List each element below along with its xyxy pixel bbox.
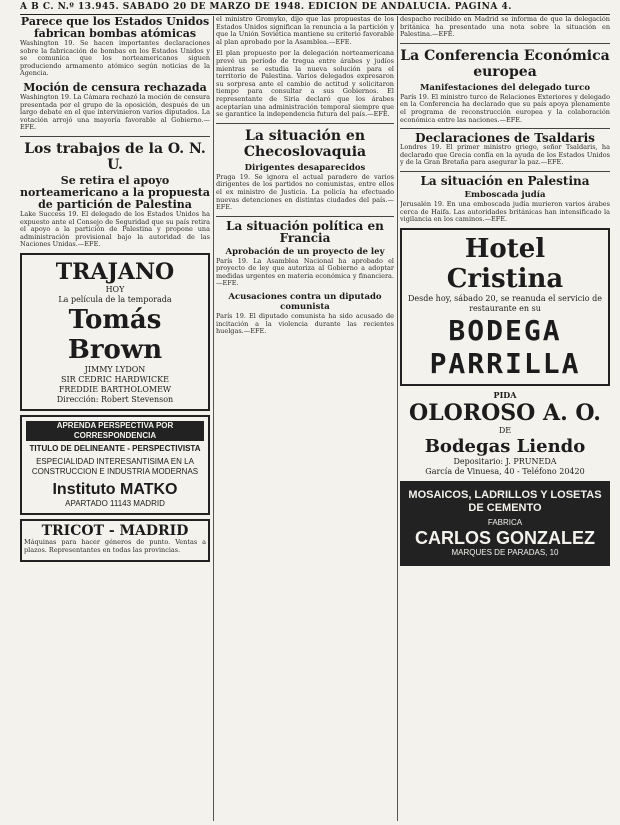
ad-line: ESPECIALIDAD INTERESANTISIMA EN LA CONSTRUCCION E INDUSTRIA MODERNAS xyxy=(31,456,199,476)
depositario: Depositario: J. PRUNEDA xyxy=(453,456,557,466)
ad-line: TITULO DE DELINEANTE - PERSPECTIVISTA xyxy=(29,443,201,453)
film-title: Tomás Brown xyxy=(67,304,163,365)
ad-brand: Instituto MATKO xyxy=(52,480,178,498)
ad-de: DE xyxy=(498,425,512,435)
ad-line: APRENDA PERSPECTIVA POR CORRESPONDENCIA xyxy=(26,421,204,441)
article-text: París 19. La Asamblea Nacional ha aprobado el proyecto de ley que autoriza al Gobierno a adoptar medidas urgentes en materia económica y financiera.—EFE. xyxy=(216,256,394,288)
headline-ambush: Emboscada judía xyxy=(464,189,546,200)
section-title-conferencia: La Conferencia Económica europea xyxy=(400,47,610,80)
headline-censure-motion: Moción de censura rechazada xyxy=(23,80,207,94)
ad-address: García de Vinuesa, 40 - Teléfono 20420 xyxy=(425,466,585,476)
ad-line: MOSAICOS, LADRILLOS Y LOSETAS DE CEMENTO xyxy=(408,488,602,514)
ad-tagline: La película de la temporada xyxy=(58,294,172,304)
page-header: A B C. N.º 13.945. SABADO 20 DE MARZO DE 1948. EDICION DE ANDALUCIA. PAGINA 4. xyxy=(20,2,610,15)
section-title-francia: La situación política en Francia xyxy=(226,218,384,245)
article-text: El plan propuesto por la delegación norteamericana prevé un período de tregua entre árabes y judíos mientras se estudia la nueva solución para el territorio de Palestina. Varios delegados expresaron su sorpresa ante el cambio de actitud y solicitaron tiempo para consultar a sus Gobiernos. El representante de Siria declaró que los árabes aceptarían una administración temporal siempre que se garantice la independencia futura del país.—EFE. xyxy=(216,49,394,119)
headline-palestine-partition: Se retira el apoyo norteamericano a la propuesta de partición de Palestina xyxy=(20,173,210,211)
article-text: despacho recibido en Madrid se informa de que la delegación británica ha presentado una nota sobre la situación en Palestina.—EFE. xyxy=(400,16,610,39)
cast-name: JIMMY LYDON xyxy=(84,364,146,374)
section-title-palestina: La situación en Palestina xyxy=(420,173,590,188)
product-name: OLOROSO A. O. xyxy=(409,399,601,426)
newspaper-page xyxy=(20,0,610,825)
divider xyxy=(400,128,610,129)
headline-communist-deputy: Acusaciones contra un diputado comunista xyxy=(228,292,382,313)
divider xyxy=(216,216,394,217)
headline-turkish-delegate: Manifestaciones del delegado turco xyxy=(420,82,590,93)
cast-name: SIR CEDRIC HARDWICKE xyxy=(61,374,169,384)
section-title-onu: Los trabajos de la O. N. U. xyxy=(24,140,206,173)
column-3 xyxy=(400,16,610,570)
article-text: Washington 19. La Cámara rechazó la moción de censura presentada por el grupo de la oposición, después de un largo debate en el que intervinieron varios diputados. La votación arrojó una mayoría favorable al Gobierno.—EFE. xyxy=(20,92,210,132)
headline-atomic-bombs: Parece que los Estados Unidos fabrican bombas atómicas xyxy=(20,16,210,40)
article-text: Lake Success 19. El delegado de los Estados Unidos ha expuesto ante el Consejo de Seguridad que su país retira el apoyo a la partición de Palestina y propone una administración provisional bajo la autoridad de las Naciones Unidas.—EFE. xyxy=(20,209,210,249)
headline-missing-leaders: Dirigentes desaparecidos xyxy=(244,162,366,173)
ad-hoy: HOY xyxy=(105,284,125,294)
article-text: París 19. El diputado comunista ha sido acusado de incitación a la violencia durante las recientes huelgas.—EFE. xyxy=(216,312,394,336)
section-title-checoslovaquia: La situación en Checoslovaquia xyxy=(243,127,367,160)
article-text: Washington 19. Se hacen importantes declaraciones sobre la fabricación de bombas en los Estados Unidos y se comunica que los norteamericanos siguen produciendo armamento atómico según noticias de la Agencia. xyxy=(20,39,210,78)
divider xyxy=(20,136,210,137)
ad-tricot xyxy=(20,519,210,562)
article-text: el ministro Gromyko, dijo que las propuestas de los Estados Unidos significan la renuncia a la partición y que la Unión Soviética mantiene su criterio favorable al plan aprobado por la Asamblea.—EFE. xyxy=(216,16,394,46)
bodega-name: BODEGA PARRILLA xyxy=(429,313,581,380)
ad-trajano-cinema xyxy=(20,253,210,411)
bodegas-name: Bodegas Liendo xyxy=(424,435,586,457)
column-1 xyxy=(20,16,210,566)
director-credit: Dirección: Robert Stevenson xyxy=(56,394,174,404)
ad-address: APARTADO 11143 MADRID xyxy=(65,498,165,508)
owner-name: CARLOS GONZALEZ xyxy=(415,527,595,548)
headline-tsaldaris: Declaraciones de Tsaldaris xyxy=(415,131,595,146)
ad-fabrica: FABRICA xyxy=(487,517,523,527)
ad-pida: PIDA xyxy=(493,389,517,400)
ad-title: TRICOT - MADRID xyxy=(41,522,189,539)
divider xyxy=(216,123,394,124)
column-rule xyxy=(213,16,214,821)
headline-law-approval: Aprobación de un proyecto de ley xyxy=(225,246,385,257)
ad-oloroso xyxy=(400,390,610,477)
hotel-name: Hotel Cristina xyxy=(446,233,564,294)
article-text: Jerusalén 19. En una emboscada judía murieron varios árabes cerca de Haifa. Las autoridades británicas han intensificado la vigilancia en los caminos.—EFE. xyxy=(400,199,610,224)
article-text: Londres 19. El primer ministro griego, señor Tsaldaris, ha declarado que Grecia confía en la ayuda de los Estados Unidos y de la Gran Bretaña para asegurar la paz.—EFE. xyxy=(400,143,610,167)
divider xyxy=(400,43,610,44)
ad-text: Desde hoy, sábado 20, se reanuda el servicio de restaurante en su xyxy=(408,293,602,313)
ad-hotel-cristina xyxy=(400,228,610,386)
divider xyxy=(400,171,610,172)
article-text: Praga 19. Se ignora el actual paradero de varios dirigentes de los partidos no comunistas, entre ellos el ex ministro de Justicia. La policía ha efectuado nuevas detenciones en distintas ciudades del país.—EFE. xyxy=(216,172,394,212)
article-text: París 19. El ministro turco de Relaciones Exteriores y delegado en la Conferencia ha declarado que su país apoya plenamente el programa de reconstrucción europea y la colaboración económica entre las naciones.—EFE. xyxy=(400,92,610,124)
ad-text: Máquinas para hacer géneros de punto. Ventas a plazos. Representantes en todas las provincias. xyxy=(24,537,206,554)
cast-name: FREDDIE BARTHOLOMEW xyxy=(58,384,172,394)
ad-perspectiva xyxy=(20,415,210,515)
ad-mosaicos xyxy=(400,481,610,566)
column-rule xyxy=(397,16,398,821)
column-2 xyxy=(216,16,394,340)
ad-address: MARQUES DE PARADAS, 10 xyxy=(451,547,559,557)
cinema-name: TRAJANO xyxy=(55,258,175,285)
